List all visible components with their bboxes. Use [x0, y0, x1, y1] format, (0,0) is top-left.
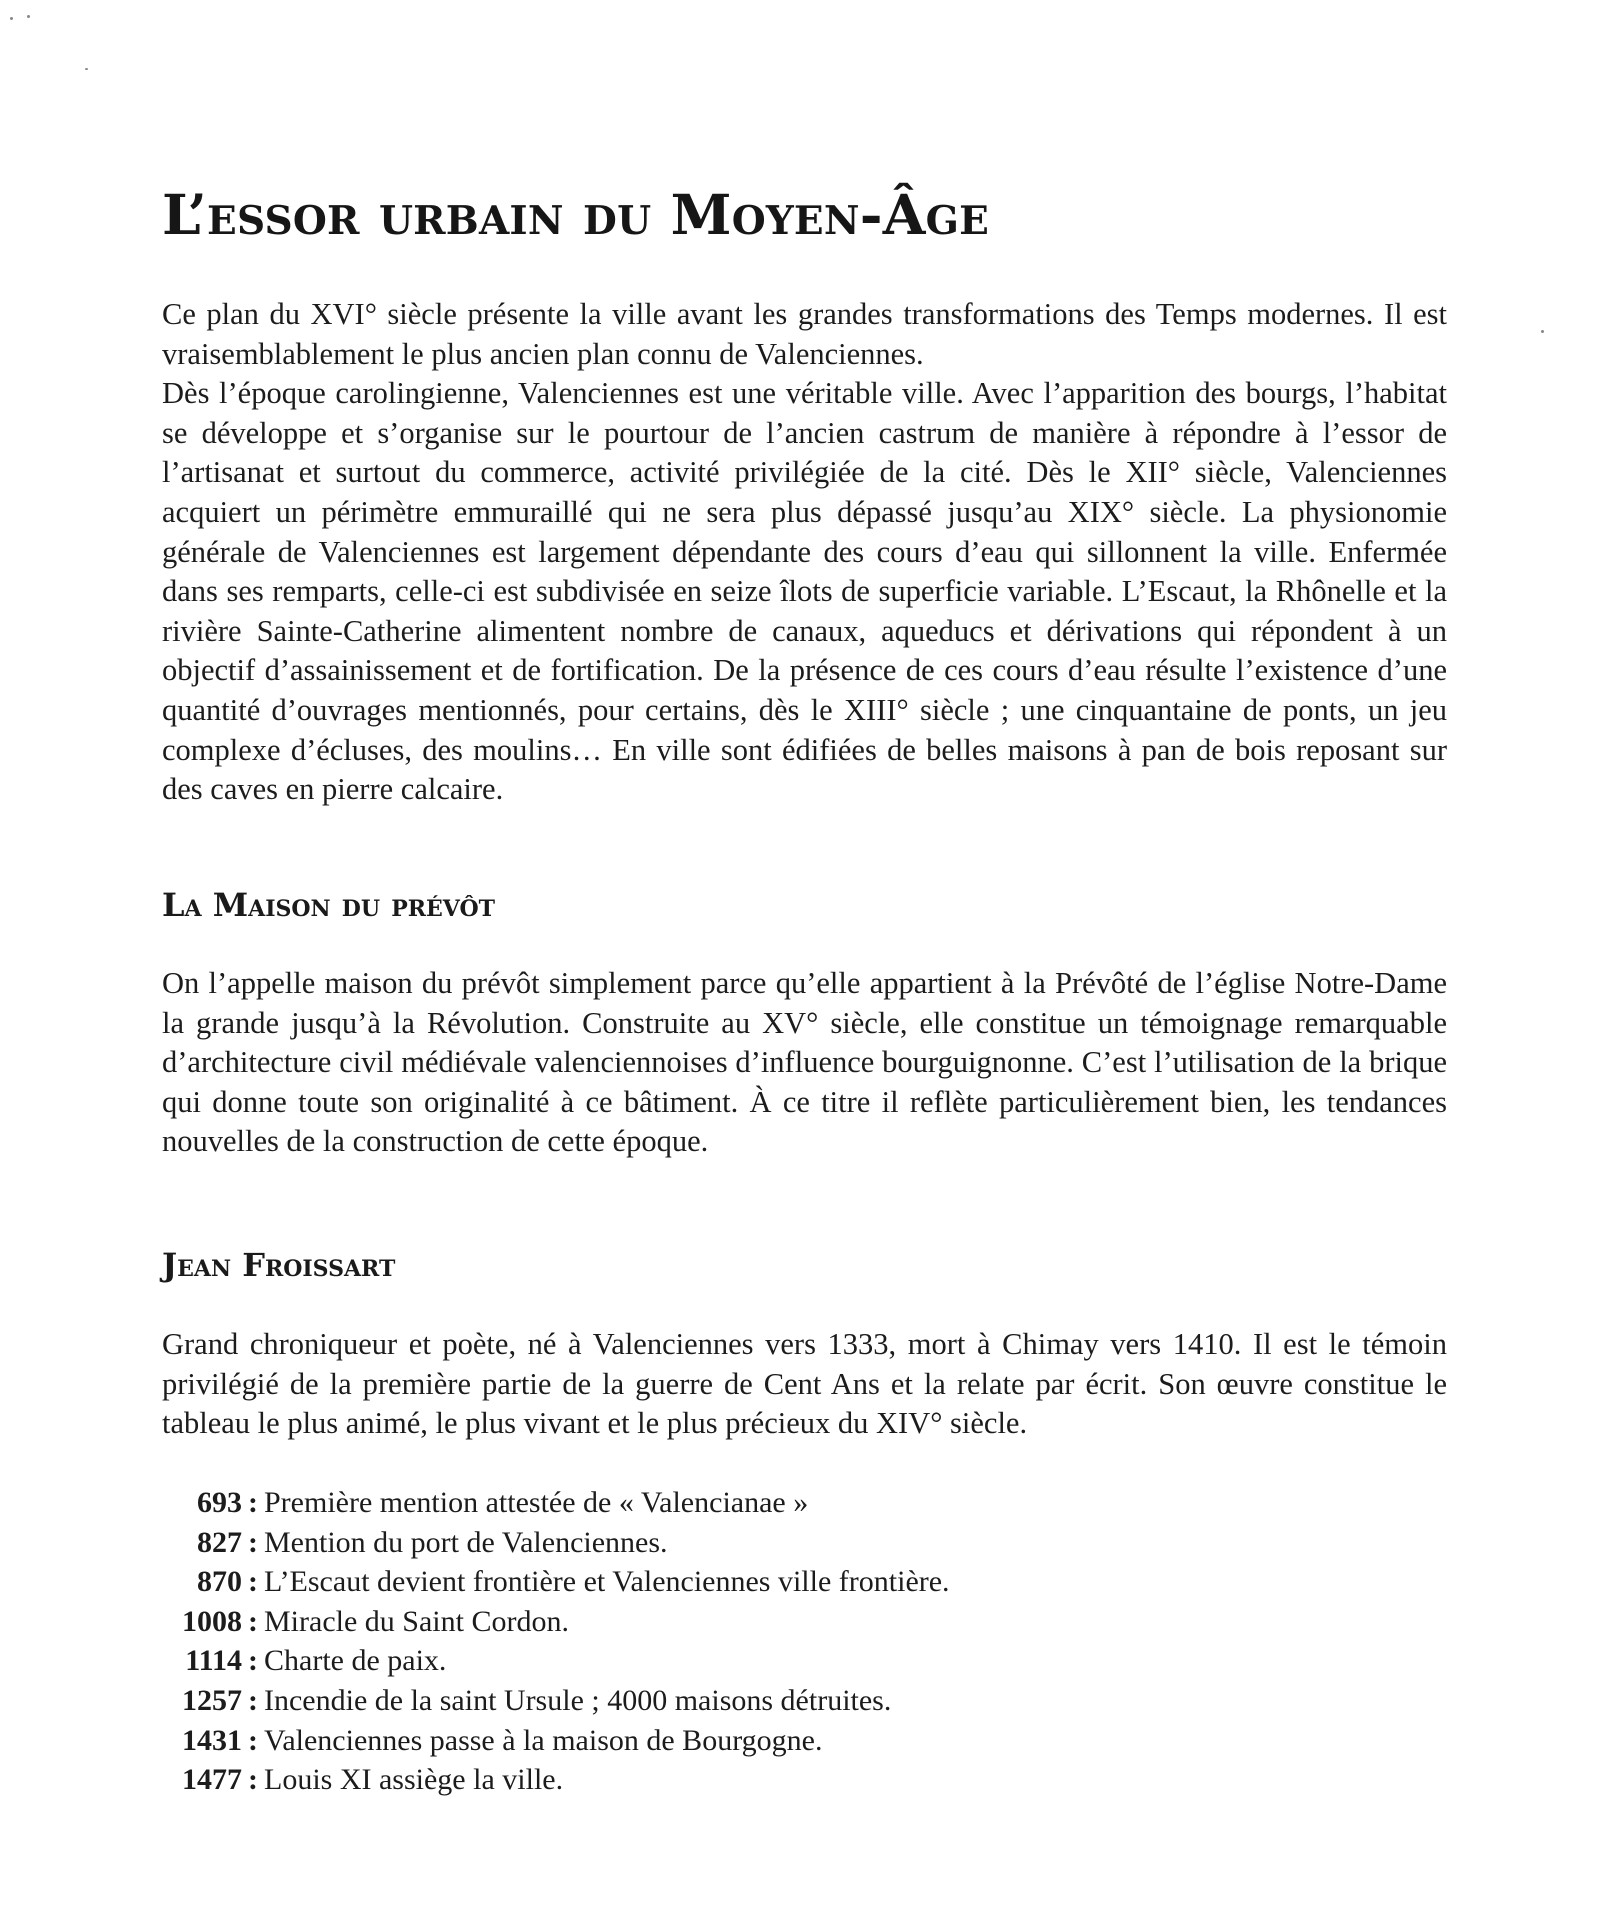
timeline-event: L’Escaut devient frontière et Valenciennes ville frontière.	[264, 1565, 950, 1599]
timeline-entry	[162, 1523, 950, 1563]
timeline-separator: :	[248, 1723, 258, 1757]
timeline-event: Première mention attestée de « Valencianae »	[264, 1486, 809, 1519]
timeline-year: 1008	[182, 1604, 242, 1638]
timeline-year: 1114	[185, 1644, 242, 1678]
timeline-separator: :	[248, 1525, 258, 1559]
timeline-entry	[162, 1483, 950, 1523]
timeline-event: Incendie de la saint Ursule ; 4000 maisons détruites.	[264, 1683, 892, 1717]
section-heading-froissart: Jean Froissart	[162, 1246, 396, 1284]
timeline-separator: :	[248, 1644, 258, 1678]
section-text-prevot	[162, 964, 1447, 1162]
page-title: L’essor urbain du Moyen-Âge	[162, 182, 990, 247]
timeline-year: 870	[197, 1565, 242, 1599]
timeline-separator: :	[248, 1763, 258, 1797]
timeline-entry	[162, 1602, 950, 1642]
timeline-year: 1477	[182, 1763, 242, 1797]
timeline-entry	[162, 1760, 950, 1800]
timeline-entry	[162, 1721, 950, 1761]
section-heading-prevot: La Maison du prévôt	[162, 886, 496, 924]
intro-paragraph-1: Ce plan du XVI° siècle présente la ville avant les grandes transformations des Temps modernes. Il est vraisemblablement le plus ancien plan connu de Valenciennes.	[162, 297, 1447, 371]
timeline-separator: :	[248, 1565, 258, 1599]
timeline-year: 827	[197, 1525, 242, 1559]
timeline-year: 1257	[182, 1683, 242, 1717]
timeline-list	[162, 1483, 950, 1800]
timeline-year: 693	[197, 1486, 242, 1519]
timeline-year: 1431	[182, 1723, 242, 1757]
timeline-entry	[162, 1681, 950, 1721]
scan-speck	[10, 17, 13, 20]
timeline-entry	[162, 1562, 950, 1602]
scan-speck	[1541, 330, 1544, 333]
timeline-event: Miracle du Saint Cordon.	[264, 1604, 569, 1638]
intro-paragraph-2: Dès l’époque carolingienne, Valenciennes est une véritable ville. Avec l’apparition des bourgs, l’habitat se développe et s’organise sur le pourtour de l’ancien castrum de manière à répondre à l’essor de l’artisanat et surtout du commerce, activité privilégiée de la cité. Dès le XII° siècle, Valenciennes acquiert un périmètre emmuraillé qui ne sera plus dépassé jusqu’au XIX° siècle. La physionomie générale de Valenciennes est largement dépendante des cours d’eau qui sillonnent la ville. Enfermée dans ses remparts, celle-ci est subdivisée en seize îlots de superficie variable. L’Escaut, la Rhônelle et la rivière Sainte-Catherine alimentent nombre de canaux, aqueducs et dérivations qui répondent à un objectif d’assainissement et de fortification. De la présence de ces cours d’eau résulte l’existence d’une quantité d’ouvrages mentionnés, pour certains, dès le XIII° siècle ; une cinquantaine de ponts, un jeu complexe d’écluses, des moulins… En ville sont édifiées de belles maisons à pan de bois reposant sur des caves en pierre calcaire.	[162, 376, 1447, 807]
timeline-separator: :	[248, 1604, 258, 1638]
intro-text	[162, 295, 1447, 810]
prevot-paragraph: On l’appelle maison du prévôt simplement parce qu’elle appartient à la Prévôté de l’église Notre-Dame la grande jusqu’à la Révolution. Construite au XV° siècle, elle constitue un témoignage remarquable d’architecture civil médiévale valenciennoises d’influence bourguignonne. C’est l’utilisation de la brique qui donne toute son originalité à ce bâtiment. À ce titre il reflète particulièrement bien, les tendances nouvelles de la construction de cette époque.	[162, 966, 1447, 1159]
timeline-separator: :	[248, 1683, 258, 1717]
timeline-event: Louis XI assiège la ville.	[264, 1763, 564, 1797]
timeline-entry	[162, 1641, 950, 1681]
section-text-froissart	[162, 1325, 1447, 1444]
timeline-event: Mention du port de Valenciennes.	[264, 1525, 668, 1559]
timeline-separator: :	[248, 1486, 258, 1519]
scan-speck	[27, 15, 30, 18]
scan-speck	[85, 68, 88, 70]
timeline-event: Valenciennes passe à la maison de Bourgogne.	[264, 1723, 823, 1757]
froissart-paragraph: Grand chroniqueur et poète, né à Valenciennes vers 1333, mort à Chimay vers 1410. Il est le témoin privilégié de la première partie de la guerre de Cent Ans et la relate par écrit. Son œuvre constitue le tableau le plus animé, le plus vivant et le plus précieux du XIV° siècle.	[162, 1327, 1447, 1441]
timeline-event: Charte de paix.	[264, 1644, 447, 1678]
